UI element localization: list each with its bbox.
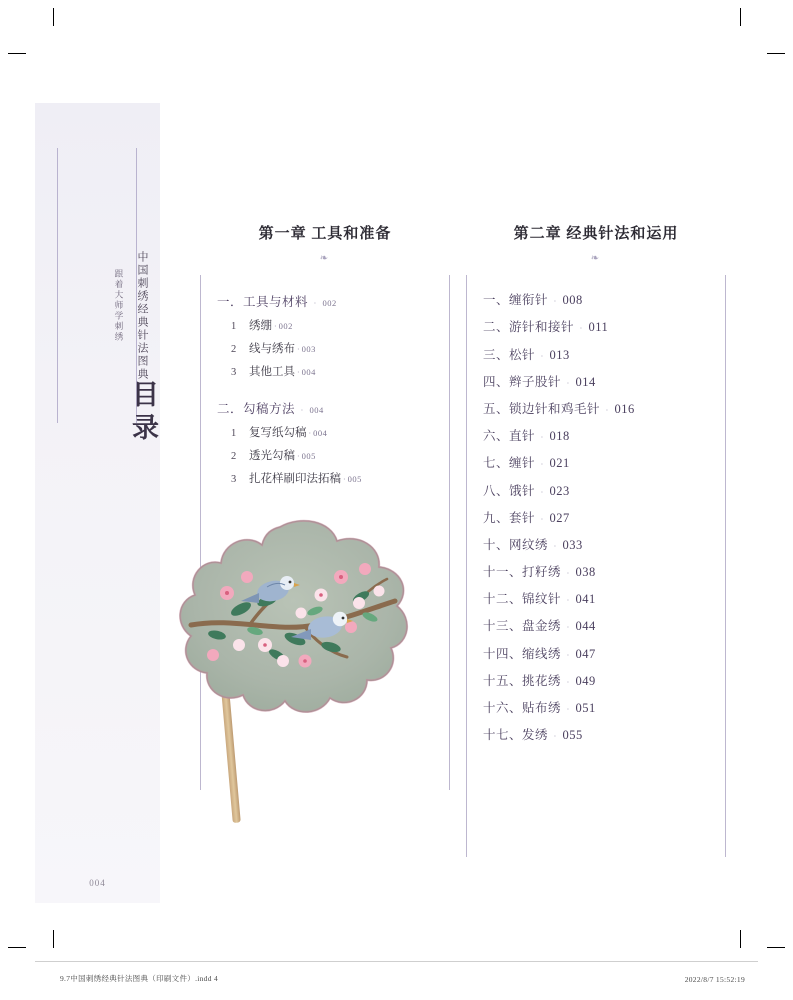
toc-entry-page: 055	[562, 728, 583, 743]
page-number: 004	[89, 878, 106, 888]
toc-entry[interactable]	[231, 447, 449, 463]
toc-separator-dot: ·	[566, 596, 570, 606]
toc-entry-page: 004	[313, 428, 328, 438]
toc-separator-dot: ·	[566, 378, 570, 388]
toc-entry-number: 1	[231, 321, 237, 332]
toc-entry[interactable]	[483, 580, 725, 607]
toc-separator-dot: ·	[566, 569, 570, 579]
toc-entry[interactable]	[483, 363, 725, 390]
toc-entry[interactable]	[483, 444, 725, 471]
toc-entry-label: 二、游针和接针	[483, 320, 575, 335]
toc-separator-dot: ·	[553, 541, 557, 551]
toc-entry-label: 九、套针	[483, 510, 536, 525]
toc-entry-page: 051	[575, 701, 596, 715]
toc-entry-label: 十七、发绣	[483, 728, 549, 743]
toc-separator-dot: ·	[313, 299, 317, 308]
contents-label: 目录	[128, 380, 158, 446]
toc-separator-dot: ·	[297, 345, 300, 354]
toc-entry-page: 023	[549, 483, 570, 498]
toc-entry-page: 014	[575, 374, 596, 389]
toc-entry[interactable]	[483, 607, 725, 634]
toc-entry-page: 018	[549, 429, 570, 444]
toc-entry[interactable]	[231, 340, 449, 356]
toc-entry[interactable]	[217, 292, 449, 310]
toc-separator-dot: ·	[308, 429, 312, 438]
toc-entry-page: 027	[549, 510, 570, 525]
toc-entry-label: 十五、挑花绣	[483, 673, 562, 688]
toc-entry-page: 005	[301, 451, 316, 461]
toc-entry-label: 一、缠衔针	[483, 293, 549, 308]
toc-entry-label: 七、缠针	[483, 456, 536, 471]
toc-entry[interactable]	[483, 417, 725, 444]
toc-separator-dot: ·	[274, 322, 277, 331]
toc-entry-label: 二．勾稿方法	[217, 402, 296, 416]
toc-entry-label: 一．工具与材料	[217, 295, 309, 309]
toc-entry-label: 十二、锦纹针	[483, 592, 562, 607]
toc-entry-label: 扎花样刷印法拓稿	[249, 473, 341, 485]
toc-entry[interactable]	[483, 499, 725, 526]
toc-entry[interactable]	[483, 390, 725, 417]
toc-entry-label: 八、饿针	[483, 483, 536, 498]
toc-entry-number: 3	[231, 367, 237, 378]
embroidered-fan-illustration	[150, 505, 420, 835]
toc-separator-dot: ·	[540, 460, 544, 470]
book-title-vertical: 中国刺绣经典针法图典	[136, 251, 148, 381]
toc-entry-label: 复写纸勾稿	[249, 427, 307, 439]
toc-separator-dot: ·	[297, 452, 300, 461]
toc-list-chapter-2	[466, 275, 726, 857]
toc-entry-label: 六、直针	[483, 429, 536, 444]
toc-entry-page: 011	[588, 320, 609, 335]
toc-entry-label: 三、松针	[483, 347, 536, 362]
toc-entry-label: 线与绣布	[249, 343, 295, 355]
toc-entry[interactable]	[483, 662, 725, 689]
toc-entry-page: 002	[322, 298, 337, 308]
toc-entry-label: 十六、贴布绣	[483, 701, 562, 715]
toc-separator-dot: ·	[553, 732, 557, 742]
toc-entry[interactable]	[231, 470, 449, 486]
toc-entry[interactable]	[483, 281, 725, 308]
footer-filename: 9.7中国刺绣经典针法图典（印刷文件）.indd 4	[60, 974, 219, 983]
toc-separator-dot: ·	[566, 623, 570, 633]
toc-entry-label: 十一、打籽绣	[483, 565, 562, 580]
toc-entry[interactable]	[483, 634, 725, 661]
toc-entry-label: 其他工具	[249, 366, 295, 378]
toc-entry-label: 透光勾稿	[249, 450, 295, 462]
toc-entry[interactable]	[483, 526, 725, 553]
toc-separator-dot: ·	[566, 650, 570, 660]
toc-entry-number: 1	[231, 428, 237, 439]
toc-entry[interactable]	[483, 689, 725, 716]
toc-entry-page: 005	[347, 474, 362, 484]
toc-entry[interactable]	[483, 553, 725, 580]
footer-divider	[35, 961, 758, 962]
toc-entry-label: 五、锁边针和鸡毛针	[483, 401, 601, 416]
chapter-1-heading: 第一章 工具和准备	[258, 226, 392, 242]
chapter-2-heading: 第二章 经典针法和运用	[513, 226, 679, 242]
toc-entry-page: 044	[575, 619, 596, 634]
toc-entry-page: 002	[278, 321, 293, 331]
toc-entry[interactable]	[483, 471, 725, 498]
book-subtitle-vertical: 跟着大师学刺绣	[114, 269, 124, 343]
toc-separator-dot: ·	[566, 705, 570, 714]
toc-entry-page: 004	[301, 367, 316, 377]
toc-separator-dot: ·	[540, 514, 544, 524]
ornament-icon: ❧	[590, 253, 602, 264]
toc-separator-dot: ·	[566, 677, 570, 687]
toc-entry-page: 021	[549, 456, 570, 471]
toc-entry-label: 十四、缩线绣	[483, 646, 562, 661]
toc-entry-number: 2	[231, 451, 237, 462]
toc-entry-page: 033	[562, 537, 583, 552]
ornament-icon: ❧	[319, 253, 331, 264]
toc-separator-dot: ·	[605, 405, 609, 415]
toc-entry-page: 016	[614, 401, 635, 416]
toc-entry-page: 003	[301, 344, 316, 354]
toc-entry[interactable]	[217, 399, 449, 417]
toc-separator-dot: ·	[553, 297, 557, 307]
toc-column-chapter-2	[466, 222, 726, 857]
toc-entry-page: 008	[562, 293, 583, 308]
toc-entry[interactable]	[483, 308, 725, 335]
toc-entry[interactable]	[483, 716, 725, 743]
toc-entry-page: 047	[575, 646, 596, 661]
toc-entry-label: 十、网纹绣	[483, 537, 549, 552]
toc-entry-page: 041	[575, 592, 596, 607]
toc-entry-label: 十三、盘金绣	[483, 619, 562, 634]
toc-entry[interactable]	[231, 317, 449, 333]
toc-separator-dot: ·	[540, 487, 544, 497]
toc-entry-number: 3	[231, 474, 237, 485]
toc-entry-page: 049	[575, 673, 596, 688]
toc-entry[interactable]	[483, 335, 725, 362]
toc-separator-dot: ·	[343, 475, 346, 484]
left-decorative-band	[35, 103, 160, 903]
toc-entry-page: 038	[575, 565, 596, 580]
footer-timestamp: 2022/8/7 15:52:19	[684, 975, 745, 984]
toc-entry[interactable]	[231, 424, 449, 440]
toc-entry-page: 004	[309, 405, 324, 415]
toc-entry-label: 绣绷	[249, 320, 272, 332]
toc-separator-dot: ·	[300, 406, 304, 415]
toc-separator-dot: ·	[540, 351, 544, 361]
toc-separator-dot: ·	[579, 324, 583, 334]
toc-entry-page: 013	[549, 347, 570, 362]
toc-entry-number: 2	[231, 344, 237, 355]
toc-entry-label: 四、辫子股针	[483, 374, 562, 389]
toc-entry[interactable]	[231, 363, 449, 379]
toc-separator-dot: ·	[540, 433, 544, 443]
toc-separator-dot: ·	[297, 368, 300, 377]
